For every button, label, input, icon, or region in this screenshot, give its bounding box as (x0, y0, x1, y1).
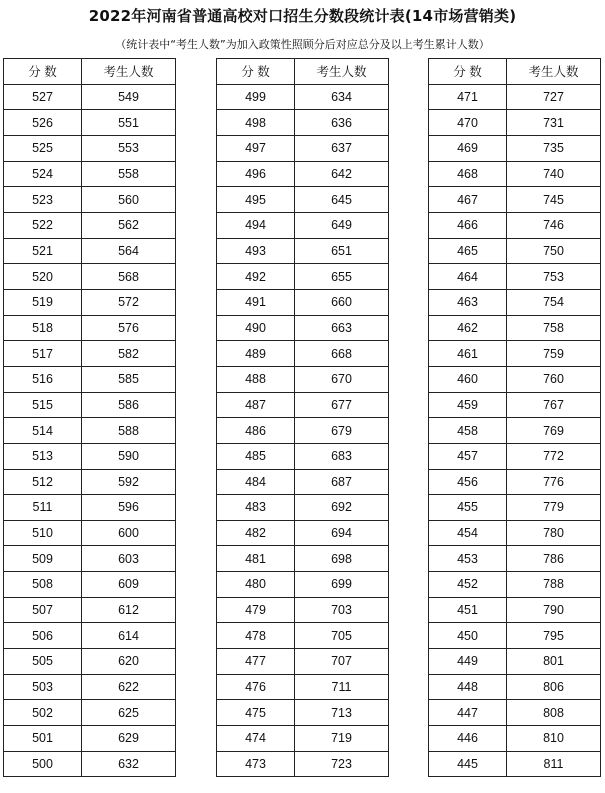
table-row (217, 366, 389, 392)
header-count: 考生人数 (82, 59, 176, 85)
score-cell: 526 (4, 110, 82, 136)
count-cell: 642 (295, 161, 389, 187)
score-cell: 487 (217, 392, 295, 418)
table-row (429, 649, 601, 675)
header-row (217, 59, 389, 85)
table-row (217, 264, 389, 290)
table-row (4, 187, 176, 213)
count-cell: 645 (295, 187, 389, 213)
count-cell: 651 (295, 238, 389, 264)
table-row (217, 469, 389, 495)
table-row (4, 597, 176, 623)
table-row (217, 315, 389, 341)
count-cell: 572 (82, 289, 176, 315)
table-row (4, 238, 176, 264)
table-row (217, 495, 389, 521)
count-cell: 677 (295, 392, 389, 418)
count-cell: 582 (82, 341, 176, 367)
page-title: 2022年河南省普通高校对口招生分数段统计表(14市场营销类) (88, 7, 517, 25)
table-row (4, 572, 176, 598)
score-cell: 486 (217, 418, 295, 444)
table-row (429, 161, 601, 187)
table-row (4, 469, 176, 495)
score-cell: 445 (429, 751, 507, 777)
score-cell: 513 (4, 443, 82, 469)
count-cell: 668 (295, 341, 389, 367)
header-row (429, 59, 601, 85)
count-cell: 590 (82, 443, 176, 469)
score-cell: 458 (429, 418, 507, 444)
count-cell: 692 (295, 495, 389, 521)
score-cell: 519 (4, 289, 82, 315)
table-row (4, 623, 176, 649)
count-cell: 649 (295, 212, 389, 238)
table-row (217, 623, 389, 649)
table-row (4, 520, 176, 546)
count-cell: 625 (82, 700, 176, 726)
count-cell: 614 (82, 623, 176, 649)
count-cell: 603 (82, 546, 176, 572)
score-cell: 462 (429, 315, 507, 341)
table-row (429, 341, 601, 367)
table-row (429, 84, 601, 110)
score-cell: 450 (429, 623, 507, 649)
table-row (4, 546, 176, 572)
score-cell: 518 (4, 315, 82, 341)
score-cell: 525 (4, 135, 82, 161)
score-cell: 491 (217, 289, 295, 315)
score-cell: 505 (4, 649, 82, 675)
count-cell: 698 (295, 546, 389, 572)
table-row (4, 649, 176, 675)
count-cell: 564 (82, 238, 176, 264)
score-cell: 495 (217, 187, 295, 213)
table-row (217, 520, 389, 546)
table-row (217, 161, 389, 187)
score-cell: 447 (429, 700, 507, 726)
table-row (4, 161, 176, 187)
table-row (217, 674, 389, 700)
count-cell: 637 (295, 135, 389, 161)
score-cell: 473 (217, 751, 295, 777)
score-cell: 516 (4, 366, 82, 392)
score-cell: 485 (217, 443, 295, 469)
score-cell: 478 (217, 623, 295, 649)
count-cell: 620 (82, 649, 176, 675)
score-cell: 515 (4, 392, 82, 418)
score-cell: 457 (429, 443, 507, 469)
count-cell: 551 (82, 110, 176, 136)
count-cell: 576 (82, 315, 176, 341)
count-cell: 629 (82, 726, 176, 752)
count-cell: 670 (295, 366, 389, 392)
table-row (4, 289, 176, 315)
count-cell: 663 (295, 315, 389, 341)
score-cell: 512 (4, 469, 82, 495)
header-count: 考生人数 (295, 59, 389, 85)
table-row (217, 726, 389, 752)
table-row (4, 110, 176, 136)
score-cell: 471 (429, 84, 507, 110)
table-row (217, 341, 389, 367)
score-table-3 (428, 58, 601, 777)
count-cell: 780 (507, 520, 601, 546)
table-row (4, 315, 176, 341)
count-cell: 723 (295, 751, 389, 777)
count-cell: 622 (82, 674, 176, 700)
score-cell: 448 (429, 674, 507, 700)
score-cell: 496 (217, 161, 295, 187)
score-cell: 465 (429, 238, 507, 264)
header-score: 分 数 (429, 59, 507, 85)
table-row (429, 238, 601, 264)
count-cell: 746 (507, 212, 601, 238)
score-cell: 479 (217, 597, 295, 623)
score-cell: 488 (217, 366, 295, 392)
table-row (4, 135, 176, 161)
count-cell: 705 (295, 623, 389, 649)
count-cell: 745 (507, 187, 601, 213)
count-cell: 655 (295, 264, 389, 290)
count-cell: 699 (295, 572, 389, 598)
table-row (429, 469, 601, 495)
score-cell: 451 (429, 597, 507, 623)
score-cell: 461 (429, 341, 507, 367)
count-cell: 596 (82, 495, 176, 521)
score-cell: 511 (4, 495, 82, 521)
table-row (217, 110, 389, 136)
table-row (217, 187, 389, 213)
table-row (217, 546, 389, 572)
score-cell: 494 (217, 212, 295, 238)
count-cell: 719 (295, 726, 389, 752)
table-row (217, 572, 389, 598)
header-score: 分 数 (217, 59, 295, 85)
table-row (429, 700, 601, 726)
score-cell: 490 (217, 315, 295, 341)
table-row (4, 392, 176, 418)
score-cell: 482 (217, 520, 295, 546)
count-cell: 810 (507, 726, 601, 752)
score-cell: 474 (217, 726, 295, 752)
count-cell: 776 (507, 469, 601, 495)
table-row (4, 84, 176, 110)
table-row (429, 212, 601, 238)
score-cell: 475 (217, 700, 295, 726)
table-row (217, 418, 389, 444)
count-cell: 634 (295, 84, 389, 110)
count-cell: 600 (82, 520, 176, 546)
table-row (217, 135, 389, 161)
table-row (4, 212, 176, 238)
table-row (429, 392, 601, 418)
table-row (4, 366, 176, 392)
score-cell: 503 (4, 674, 82, 700)
count-cell: 679 (295, 418, 389, 444)
table-row (4, 341, 176, 367)
table-row (429, 572, 601, 598)
count-cell: 585 (82, 366, 176, 392)
score-cell: 453 (429, 546, 507, 572)
count-cell: 609 (82, 572, 176, 598)
score-cell: 468 (429, 161, 507, 187)
count-cell: 660 (295, 289, 389, 315)
table-row (217, 238, 389, 264)
score-cell: 456 (429, 469, 507, 495)
count-cell: 759 (507, 341, 601, 367)
score-cell: 470 (429, 110, 507, 136)
score-cell: 522 (4, 212, 82, 238)
score-cell: 476 (217, 674, 295, 700)
count-cell: 612 (82, 597, 176, 623)
table-row (4, 674, 176, 700)
count-cell: 636 (295, 110, 389, 136)
count-cell: 786 (507, 546, 601, 572)
score-cell: 460 (429, 366, 507, 392)
table-row (429, 751, 601, 777)
score-cell: 466 (429, 212, 507, 238)
score-cell: 467 (429, 187, 507, 213)
score-cell: 527 (4, 84, 82, 110)
table-row (429, 366, 601, 392)
score-cell: 481 (217, 546, 295, 572)
count-cell: 558 (82, 161, 176, 187)
count-cell: 632 (82, 751, 176, 777)
table-row (217, 392, 389, 418)
score-cell: 489 (217, 341, 295, 367)
score-cell: 500 (4, 751, 82, 777)
count-cell: 707 (295, 649, 389, 675)
score-cell: 509 (4, 546, 82, 572)
score-cell: 507 (4, 597, 82, 623)
table-row (4, 700, 176, 726)
table-row (217, 212, 389, 238)
header-count: 考生人数 (507, 59, 601, 85)
count-cell: 740 (507, 161, 601, 187)
table-row (217, 597, 389, 623)
score-cell: 480 (217, 572, 295, 598)
table-row (4, 443, 176, 469)
score-cell: 523 (4, 187, 82, 213)
count-cell: 586 (82, 392, 176, 418)
count-cell: 772 (507, 443, 601, 469)
count-cell: 754 (507, 289, 601, 315)
count-cell: 808 (507, 700, 601, 726)
table-row (217, 289, 389, 315)
score-cell: 459 (429, 392, 507, 418)
table-row (429, 135, 601, 161)
table-row (4, 726, 176, 752)
score-cell: 449 (429, 649, 507, 675)
table-row (429, 110, 601, 136)
score-cell: 492 (217, 264, 295, 290)
table-row (4, 418, 176, 444)
count-cell: 753 (507, 264, 601, 290)
table-row (217, 700, 389, 726)
table-row (429, 289, 601, 315)
count-cell: 731 (507, 110, 601, 136)
score-cell: 483 (217, 495, 295, 521)
score-cell: 469 (429, 135, 507, 161)
count-cell: 735 (507, 135, 601, 161)
score-cell: 463 (429, 289, 507, 315)
count-cell: 713 (295, 700, 389, 726)
score-cell: 452 (429, 572, 507, 598)
count-cell: 811 (507, 751, 601, 777)
table-row (4, 264, 176, 290)
table-row (217, 84, 389, 110)
table-row (429, 418, 601, 444)
count-cell: 779 (507, 495, 601, 521)
table-row (429, 187, 601, 213)
score-cell: 493 (217, 238, 295, 264)
count-cell: 801 (507, 649, 601, 675)
score-cell: 501 (4, 726, 82, 752)
score-cell: 506 (4, 623, 82, 649)
score-cell: 510 (4, 520, 82, 546)
score-cell: 446 (429, 726, 507, 752)
table-row (429, 443, 601, 469)
table-row (217, 751, 389, 777)
table-row (4, 495, 176, 521)
score-cell: 502 (4, 700, 82, 726)
count-cell: 790 (507, 597, 601, 623)
count-cell: 769 (507, 418, 601, 444)
count-cell: 767 (507, 392, 601, 418)
score-cell: 521 (4, 238, 82, 264)
score-table-2 (216, 58, 389, 777)
table-row (4, 751, 176, 777)
score-cell: 517 (4, 341, 82, 367)
header-score: 分 数 (4, 59, 82, 85)
count-cell: 694 (295, 520, 389, 546)
count-cell: 760 (507, 366, 601, 392)
table-row (429, 264, 601, 290)
table-row (429, 495, 601, 521)
score-cell: 497 (217, 135, 295, 161)
count-cell: 562 (82, 212, 176, 238)
count-cell: 553 (82, 135, 176, 161)
table-row (429, 597, 601, 623)
score-cell: 484 (217, 469, 295, 495)
count-cell: 758 (507, 315, 601, 341)
count-cell: 788 (507, 572, 601, 598)
count-cell: 806 (507, 674, 601, 700)
score-cell: 508 (4, 572, 82, 598)
table-row (429, 546, 601, 572)
score-cell: 464 (429, 264, 507, 290)
score-cell: 499 (217, 84, 295, 110)
score-cell: 514 (4, 418, 82, 444)
count-cell: 727 (507, 84, 601, 110)
header-row (4, 59, 176, 85)
count-cell: 568 (82, 264, 176, 290)
count-cell: 549 (82, 84, 176, 110)
table-row (429, 726, 601, 752)
score-table-1 (3, 58, 176, 777)
table-row (217, 649, 389, 675)
count-cell: 560 (82, 187, 176, 213)
count-cell: 795 (507, 623, 601, 649)
table-row (429, 674, 601, 700)
score-cell: 524 (4, 161, 82, 187)
table-note: （统计表中“考生人数”为加入政策性照顾分后对应总分及以上考生累计人数） (115, 38, 490, 51)
count-cell: 592 (82, 469, 176, 495)
score-cell: 477 (217, 649, 295, 675)
table-row (429, 520, 601, 546)
count-cell: 750 (507, 238, 601, 264)
score-cell: 455 (429, 495, 507, 521)
score-cell: 498 (217, 110, 295, 136)
count-cell: 711 (295, 674, 389, 700)
table-row (217, 443, 389, 469)
count-cell: 703 (295, 597, 389, 623)
table-row (429, 623, 601, 649)
count-cell: 683 (295, 443, 389, 469)
count-cell: 687 (295, 469, 389, 495)
table-row (429, 315, 601, 341)
score-cell: 520 (4, 264, 82, 290)
count-cell: 588 (82, 418, 176, 444)
score-cell: 454 (429, 520, 507, 546)
